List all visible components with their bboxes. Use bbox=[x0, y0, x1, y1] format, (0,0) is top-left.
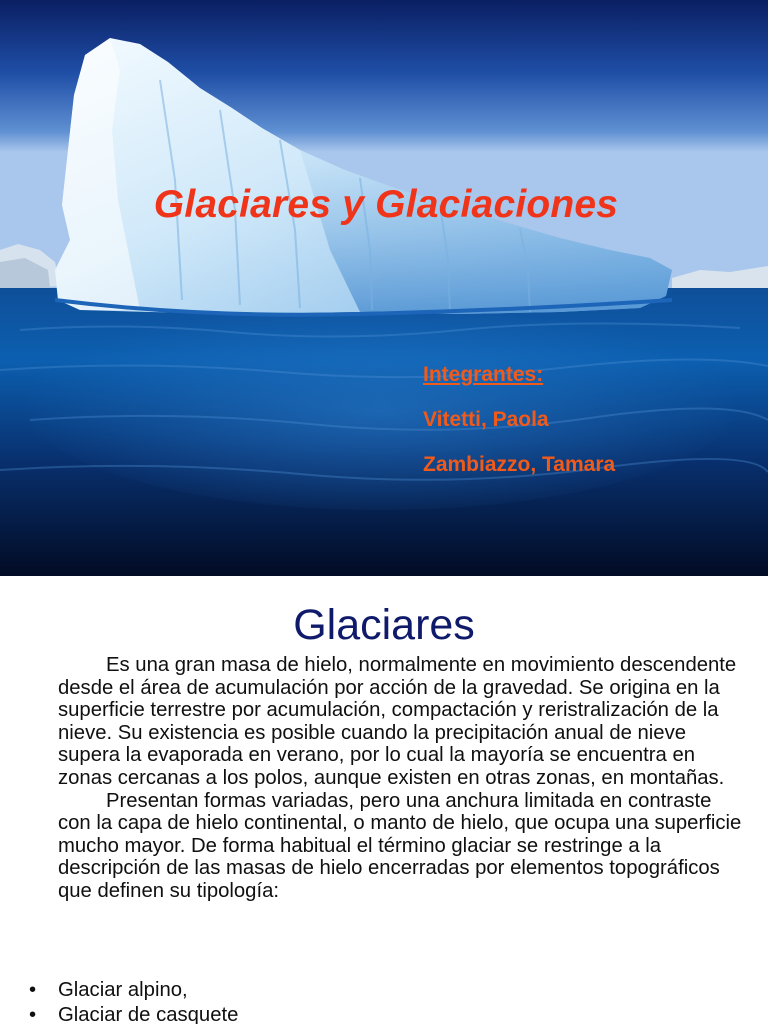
member-name: Vitetti, Paola bbox=[423, 408, 549, 431]
text-slide bbox=[0, 576, 768, 1024]
bullet-list bbox=[29, 978, 238, 1024]
list-item bbox=[29, 1003, 238, 1024]
list-item-label: Glaciar alpino, bbox=[58, 979, 188, 1001]
paragraph: Presentan formas variadas, pero una anchura limitada en contraste con la capa de hielo continental, o manto de hielo, que ocupa una superficie mucho mayor. De forma habitual el término glaciar se restringe a la descripción de las masas de hielo encerradas por elementos topográficos que definen su tipología: bbox=[58, 789, 742, 902]
slide-title: Glaciares y Glaciaciones bbox=[153, 183, 619, 226]
body-text bbox=[58, 654, 748, 903]
paragraph: Es una gran masa de hielo, normalmente en movimiento descendente desde el área de acumulación por acción de la gravedad. Se origina en la superficie terrestre por acumulación, compactación y reristralización de la nieve. Su existencia es posible cuando la precipitación anual de nieve supera la evaporada en verano, por lo cual la mayoría se encuentra en zonas cercanas a los polos, aunque existen en otras zonas, en montañas. bbox=[58, 654, 737, 789]
list-item bbox=[29, 978, 238, 1003]
members-heading: Integrantes: bbox=[423, 363, 544, 386]
member-name: Zambiazzo, Tamara bbox=[423, 453, 616, 476]
section-title: Glaciares bbox=[293, 601, 475, 649]
bullet-icon: • bbox=[29, 1003, 37, 1024]
bullet-icon: • bbox=[29, 979, 37, 1001]
list-item-label: Glaciar de casquete bbox=[58, 1003, 239, 1024]
members-block bbox=[423, 362, 615, 497]
